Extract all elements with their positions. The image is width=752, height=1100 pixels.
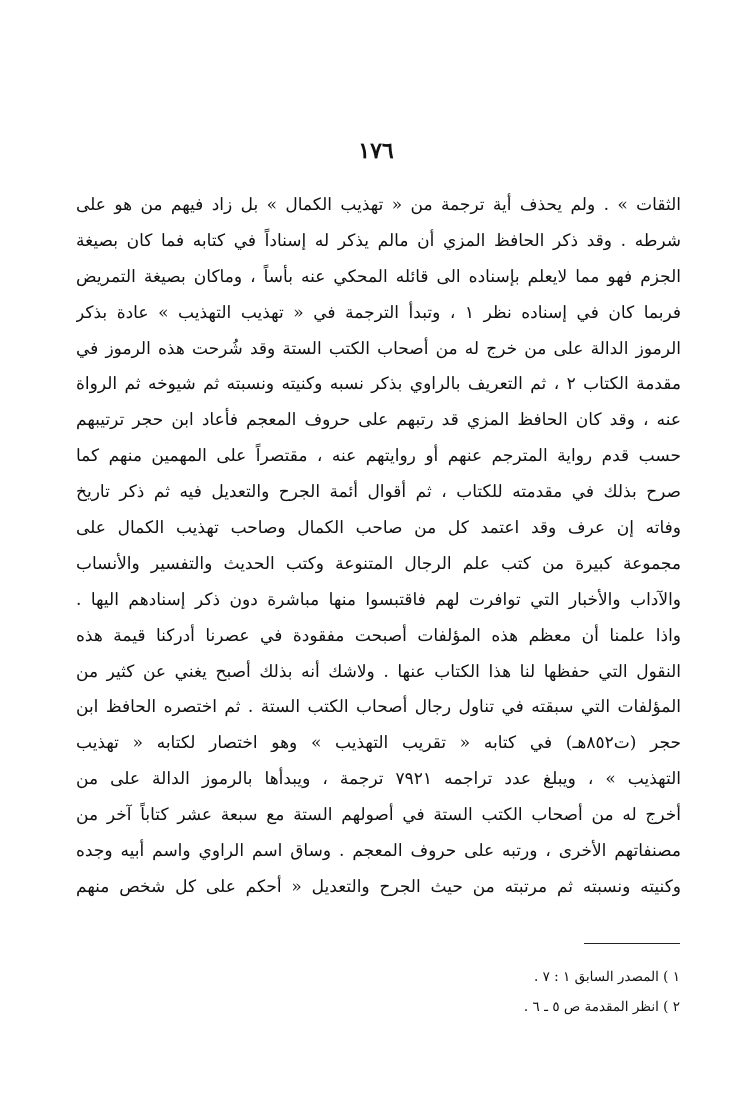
text-line: فربما كان في إسناده نظر ١ ، وتبدأ الترجمة في « تهذيب التهذيب » عادة بذكر <box>76 302 681 323</box>
text-line: واذا علمنا أن معظم هذه المؤلفات أصبحت مفقودة في عصرنا أدركنا قيمة هذه <box>76 625 681 646</box>
footnote-2: ٢ ) انظر المقدمة ص ٥ ـ ٦ . <box>523 999 680 1015</box>
text-line: الثقات » . ولم يحذف أية ترجمة من « تهذيب الكمال » بل زاد فيهم من هو على <box>76 195 681 215</box>
text-line: صرح بذلك في مقدمته للكتاب ، ثم أقوال أئمة الجرح والتعديل فيه ثم ذكر تاريخ <box>76 482 681 503</box>
text-line: حجر (ت٨٥٢هـ) في كتابه « تقريب التهذيب » وهو اختصار لكتابه « تهذيب <box>76 733 681 754</box>
page-number: ١٧٦ <box>358 138 394 164</box>
footnote-1: ١ ) المصدر السابق ١ : ٧ . <box>534 969 680 985</box>
text-line: النقول التي حفظها لنا هذا الكتاب عنها . ولاشك أنه بذلك أصبح يغني عن كثير من <box>76 661 681 682</box>
text-line: الجزم فهو مما لايعلم بإسناده الى قائله المحكي عنه بأساً ، وماكان بصيغة التمريض <box>76 266 681 287</box>
text-line: وكنيته ونسبته ثم مرتبته من حيث الجرح والتعديل « أحكم على كل شخص منهم <box>76 876 681 897</box>
text-line: مجموعة كبيرة من كتب علم الرجال المتنوعة وكتب الحديث والتفسير والأنساب <box>76 553 681 574</box>
text-line: والآداب والأخبار التي توافرت لهم فاقتبسوا منها مباشرة دون ذكر إسنادهم اليها . <box>76 589 681 610</box>
text-line: مقدمة الكتاب ٢ ، ثم التعريف بالراوي بذكر نسبه وكنيته ونسبته ثم شيوخه ثم الرواة <box>76 374 681 395</box>
body-text <box>76 188 681 906</box>
text-line: مصنفاتهم الأخرى ، ورتبه على حروف المعجم . وساق اسم الراوي واسم أبيه وجده <box>76 841 681 862</box>
text-line: عنه ، وقد كان الحافظ المزي قد رتبهم على حروف المعجم فأعاد ابن حجر ترتيبهم <box>76 410 681 431</box>
text-line: شرطه . وقد ذكر الحافظ المزي أن مالم يذكر له إسناداً في كتابه فما كان بصيغة <box>76 230 681 251</box>
text-line: وفاته إن عرف وقد اعتمد كل من صاحب الكمال وصاحب تهذيب الكمال على <box>76 518 681 539</box>
text-line: الرموز الدالة على من خرج له من أصحاب الكتب الستة وقد شُرحت هذه الرموز في <box>76 338 681 359</box>
text-line: التهذيب » ، ويبلغ عدد تراجمه ٧٩٢١ ترجمة ، ويبدأها بالرموز الدالة على من <box>76 769 681 790</box>
text-line: حسب قدم رواية المترجم عنهم أو روايتهم عنه ، مقتصراً على المهمين منهم كما <box>76 446 681 467</box>
footnotes <box>280 962 680 1022</box>
text-line: أخرج له من أصحاب الكتب الستة في أصولهم الستة مع سبعة عشر كتاباً آخر من <box>76 805 681 826</box>
text-line: المؤلفات التي سبقته في تناول رجال أصحاب الكتب الستة . ثم اختصره الحافظ ابن <box>76 697 681 718</box>
footnote-divider <box>584 943 680 944</box>
